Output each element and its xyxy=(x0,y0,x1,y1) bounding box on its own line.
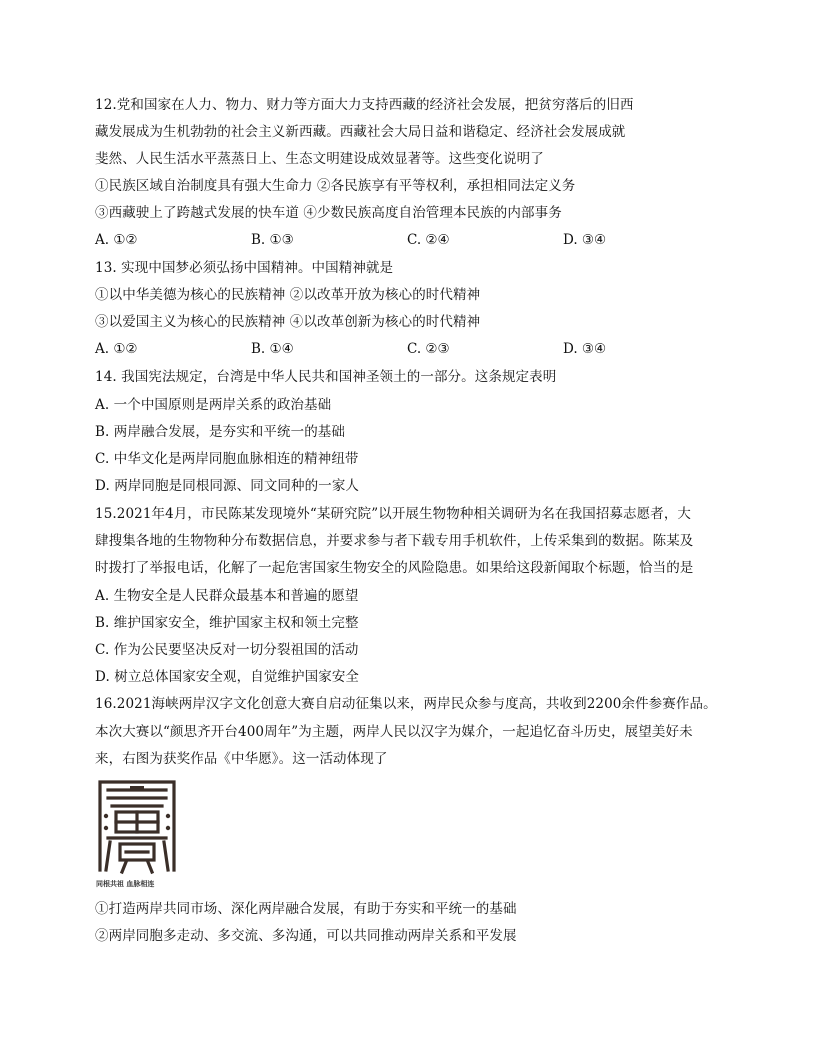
q12-item-line-2: ③西藏驶上了跨越式发展的快车道 ④少数民族高度自治管理本民族的内部事务 xyxy=(95,205,562,221)
q13-option-a: A. ①② xyxy=(95,341,138,357)
q16-stem-line-2: 本次大赛以“颜思齐开台400周年”为主题，两岸人民以汉字为媒介，一起追忆奋斗历史，展望美好未 xyxy=(95,724,693,740)
q15-option-b: B. 维护国家安全，维护国家主权和领土完整 xyxy=(95,615,359,631)
q14-option-a: A. 一个中国原则是两岸关系的政治基础 xyxy=(95,397,332,413)
q12-stem-line-1: 12.党和国家在人力、物力、财力等方面大力支持西藏的经济社会发展，把贫穷落后的旧西 xyxy=(95,97,634,113)
artwork-caption: 同根共祖 血脉相连 xyxy=(96,880,155,888)
q13-item-line-1: ①以中华美德为核心的民族精神 ②以改革开放为核心的时代精神 xyxy=(95,287,481,303)
q13-stem-line-1: 13. 实现中国梦必须弘扬中国精神。中国精神就是 xyxy=(95,260,394,276)
q13-item-line-2: ③以爱国主义为核心的民族精神 ④以改革创新为核心的时代精神 xyxy=(95,314,481,330)
q15-option-d: D. 树立总体国家安全观，自觉维护国家安全 xyxy=(95,669,360,685)
q13-option-b: B. ①④ xyxy=(251,341,294,357)
q16-stem-line-3: 来，右图为获奖作品《中华愿》。这一活动体现了 xyxy=(95,751,388,767)
q15-option-c: C. 作为公民要坚决反对一切分裂祖国的活动 xyxy=(95,642,359,658)
artwork-icon xyxy=(96,776,178,880)
q12-item-line-1: ①民族区域自治制度具有强大生命力 ②各民族享有平等权利，承担相同法定义务 xyxy=(95,178,576,194)
q12-option-a: A. ①② xyxy=(95,232,138,248)
q16-item-line-2: ②两岸同胞多走动、多交流、多沟通，可以共同推动两岸关系和平发展 xyxy=(95,928,517,944)
q14-option-b: B. 两岸融合发展，是夯实和平统一的基础 xyxy=(95,424,346,440)
q12-stem-line-3: 斐然、人民生活水平蒸蒸日上、生态文明建设成效显著等。这些变化说明了 xyxy=(95,151,544,167)
q14-stem-line-1: 14. 我国宪法规定，台湾是中华人民共和国神圣领土的一部分。这条规定表明 xyxy=(95,369,557,385)
q15-stem-line-3: 时拨打了举报电话，化解了一起危害国家生物安全的风险隐患。如果给这段新闻取个标题，恰当的是 xyxy=(95,560,694,576)
q14-option-c: C. 中华文化是两岸同胞血脉相连的精神纽带 xyxy=(95,451,359,467)
q12-option-c: C. ②④ xyxy=(407,232,450,248)
q12-option-d: D. ③④ xyxy=(563,232,607,248)
q14-option-d: D. 两岸同胞是同根同源、同文同种的一家人 xyxy=(95,478,360,494)
q16-stem-line-1: 16.2021海峡两岸汉字文化创意大赛自启动征集以来，两岸民众参与度高，共收到2200余件参赛作品。 xyxy=(95,696,717,712)
q13-option-d: D. ③④ xyxy=(563,341,607,357)
q15-stem-line-1: 15.2021年4月，市民陈某发现境外“某研究院”以开展生物物种相关调研为名在我国招募志愿者，大 xyxy=(95,506,692,522)
q12-option-b: B. ①③ xyxy=(251,232,294,248)
zhonghua-yuan-artwork xyxy=(96,776,178,890)
q15-option-a: A. 生物安全是人民群众最基本和普遍的愿望 xyxy=(95,588,359,604)
q12-stem-line-2: 藏发展成为生机勃勃的社会主义新西藏。西藏社会大局日益和谐稳定、经济社会发展成就 xyxy=(95,124,626,140)
q15-stem-line-2: 肆搜集各地的生物物种分布数据信息，并要求参与者下载专用手机软件，上传采集到的数据。陈某及 xyxy=(95,533,694,549)
q16-item-line-1: ①打造两岸共同市场、深化两岸融合发展，有助于夯实和平统一的基础 xyxy=(95,901,517,917)
q13-option-c: C. ②③ xyxy=(407,341,450,357)
